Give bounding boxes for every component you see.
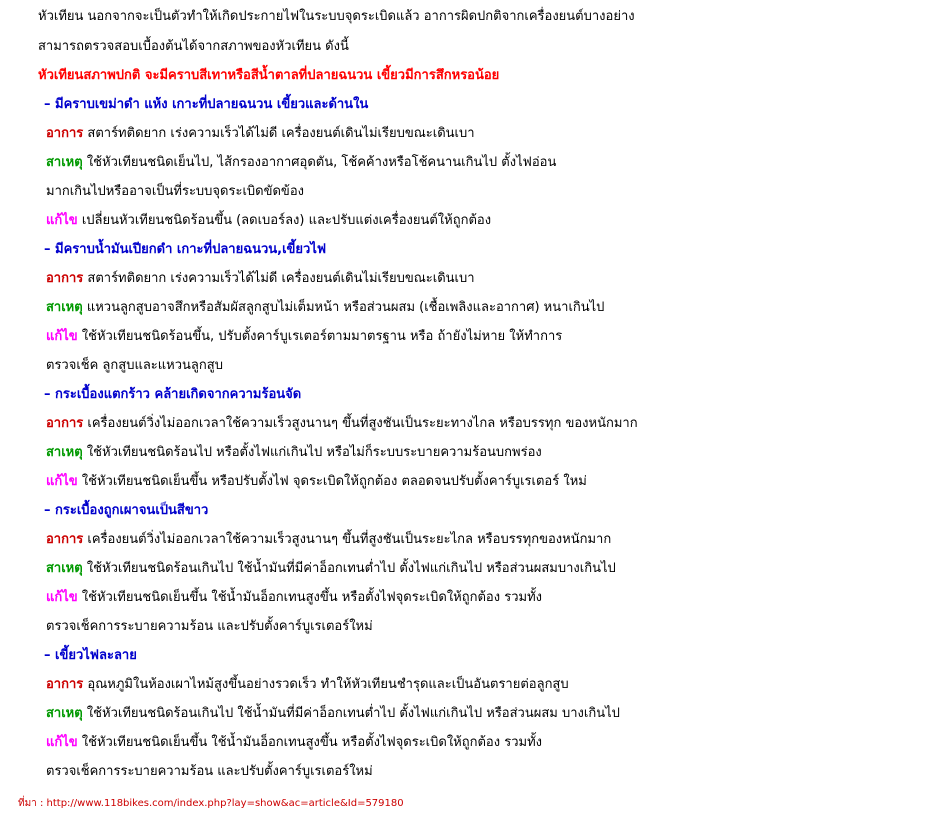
source-label: ที่มา : [18,798,47,809]
cause-cont-line-1-text: มากเกินไปหรืออาจเป็นที่ระบบจุดระเบิดขัดข้อง [46,184,304,199]
cause-line-1 [46,154,556,172]
fix-line-5 [46,734,542,752]
fix-line-1-text: เปลี่ยนหัวเทียนชนิดร้อนขึ้น (ลดเบอร์ลง) และปรับแต่งเครื่องยนต์ให้ถูกต้อง [77,213,492,228]
symptom-line-3-text: เครื่องยนต์วิ่งไม่ออกเวลาใช้ความเร็วสูงนานๆ ขึ้นที่สูงชันเป็นระยะทางไกล หรือบรรทุก ของหนักมาก [83,416,638,431]
section-heading-2-text: – มีคราบน้ำมันเปียกดำ เกาะที่ปลายฉนวน,เขี้ยวไฟ [44,242,327,257]
cause-line-2 [46,299,604,317]
fix-cont-line-5-text: ตรวจเช็คการระบายความร้อน และปรับตั้งคาร์บูเรเตอร์ใหม่ [46,764,373,779]
fix-line-2 [46,328,562,346]
cause-line-1-text: ใช้หัวเทียนชนิดเย็นไป, ไส้กรองอากาศอุดตัน, โช้คค้างหรือโช้คนานเกินไป ตั้งไฟอ่อน [82,155,557,170]
cause-line-2-text: แหวนลูกสูบอาจสึกหรือสัมผัสลูกสูบไม่เต็มหน้า หรือส่วนผสม (เชื้อเพลิงและอากาศ) หนาเกินไป [82,300,605,315]
section-heading-5 [44,647,137,665]
fix-cont-line-2-text: ตรวจเช็ค ลูกสูบและแหวนลูกสูบ [46,358,223,373]
cause-label: สาเหตุ [46,155,83,170]
symptom-line-1 [46,125,475,143]
section-heading-3-text: – กระเบื้องแตกร้าว คล้ายเกิดจากความร้อนจัด [44,387,302,402]
fix-line-1 [46,212,491,230]
cause-label: สาเหตุ [46,706,83,721]
fix-line-3-text: ใช้หัวเทียนชนิดเย็นขึ้น หรือปรับตั้งไฟ จุดระเบิดให้ถูกต้อง ตลอดจนปรับตั้งคาร์บูเรเตอร์ ใหม่ [77,474,587,489]
fix-cont-line-4 [46,618,373,636]
symptom-label: อาการ [46,677,84,692]
cause-cont-line-1 [46,183,304,201]
fix-label: แก้ไข [46,329,78,344]
symptom-label: อาการ [46,532,84,547]
source-citation [18,797,404,811]
section-heading-4-text: – กระเบื้องถูกเผาจนเป็นสีขาว [44,503,209,518]
section-heading-1 [44,96,368,114]
intro-line-1: หัวเทียน นอกจากจะเป็นตัวทำให้เกิดประกายไฟในระบบจุดระเบิดแล้ว อาการผิดปกติจากเครื่องยนต์บางอย่าง [38,9,635,24]
cause-label: สาเหตุ [46,300,83,315]
section-heading-1-text: – มีคราบเขม่าดำ แห้ง เกาะที่ปลายฉนวน เขี้ยวและด้านใน [44,97,369,112]
symptom-line-5-text: อุณหภูมิในห้องเผาไหม้สูงขึ้นอย่างรวดเร็ว ทำให้หัวเทียนชำรุดและเป็นอันตรายต่อลูกสูบ [83,677,569,692]
normal-condition-line: หัวเทียนสภาพปกติ จะมีคราบสีเทาหรือสีน้ำตาลที่ปลายฉนวน เขี้ยวมีการสึกหรอน้อย [38,68,500,83]
fix-line-4-text: ใช้หัวเทียนชนิดเย็นขึ้น ใช้น้ำมันอ็อกเทนสูงขึ้น หรือตั้งไฟจุดระเบิดให้ถูกต้อง รวมทั้ง [77,590,542,605]
fix-label: แก้ไข [46,213,78,228]
cause-label: สาเหตุ [46,445,83,460]
source-url[interactable]: http://www.118bikes.com/index.php?lay=show&ac=article&Id=579180 [46,798,404,809]
fix-line-5-text: ใช้หัวเทียนชนิดเย็นขึ้น ใช้น้ำมันอ็อกเทนสูงขึ้น หรือตั้งไฟจุดระเบิดให้ถูกต้อง รวมทั้ง [77,735,542,750]
symptom-label: อาการ [46,271,84,286]
symptom-line-2-text: สตาร์ทติดยาก เร่งความเร็วได้ไม่ดี เครื่องยนต์เดินไม่เรียบขณะเดินเบา [83,271,475,286]
fix-label: แก้ไข [46,474,78,489]
fix-cont-line-4-text: ตรวจเช็คการระบายความร้อน และปรับตั้งคาร์บูเรเตอร์ใหม่ [46,619,373,634]
fix-cont-line-2 [46,357,223,375]
cause-line-4-text: ใช้หัวเทียนชนิดร้อนเกินไป ใช้น้ำมันที่มีค่าอ็อกเทนต่ำไป ตั้งไฟแก่เกินไป หรือส่วนผสมบางเกินไป [82,561,616,576]
symptom-line-2 [46,270,475,288]
symptom-line-4 [46,531,611,549]
cause-line-3-text: ใช้หัวเทียนชนิดร้อนไป หรือตั้งไฟแก่เกินไป หรือไม่ก็ระบบระบายความร้อนบกพร่อง [82,445,542,460]
section-heading-3 [44,386,301,404]
fix-line-4 [46,589,542,607]
fix-cont-line-5 [46,763,373,781]
symptom-label: อาการ [46,126,84,141]
section-heading-4 [44,502,208,520]
fix-label: แก้ไข [46,590,78,605]
symptom-line-3 [46,415,638,433]
cause-line-5-text: ใช้หัวเทียนชนิดร้อนเกินไป ใช้น้ำมันที่มีค่าอ็อกเทนต่ำไป ตั้งไฟแก่เกินไป หรือส่วนผสม บางเกินไป [82,706,620,721]
section-heading-2 [44,241,326,259]
symptom-line-1-text: สตาร์ทติดยาก เร่งความเร็วได้ไม่ดี เครื่องยนต์เดินไม่เรียบขณะเดินเบา [83,126,475,141]
symptom-label: อาการ [46,416,84,431]
cause-label: สาเหตุ [46,561,83,576]
cause-line-5 [46,705,620,723]
fix-label: แก้ไข [46,735,78,750]
cause-line-4 [46,560,616,578]
section-heading-5-text: – เขี้ยวไฟละลาย [44,648,137,663]
symptom-line-4-text: เครื่องยนต์วิ่งไม่ออกเวลาใช้ความเร็วสูงนานๆ ขึ้นที่สูงชันเป็นระยะไกล หรือบรรทุกของหนักมาก [83,532,612,547]
cause-line-3 [46,444,542,462]
intro-line-2: สามารถตรวจสอบเบื้องต้นได้จากสภาพของหัวเทียน ดังนี้ [38,39,349,54]
fix-line-3 [46,473,587,491]
fix-line-2-text: ใช้หัวเทียนชนิดร้อนขึ้น, ปรับตั้งคาร์บูเรเตอร์ตามมาตรฐาน หรือ ถ้ายังไม่หาย ให้ทำการ [77,329,563,344]
symptom-line-5 [46,676,569,694]
